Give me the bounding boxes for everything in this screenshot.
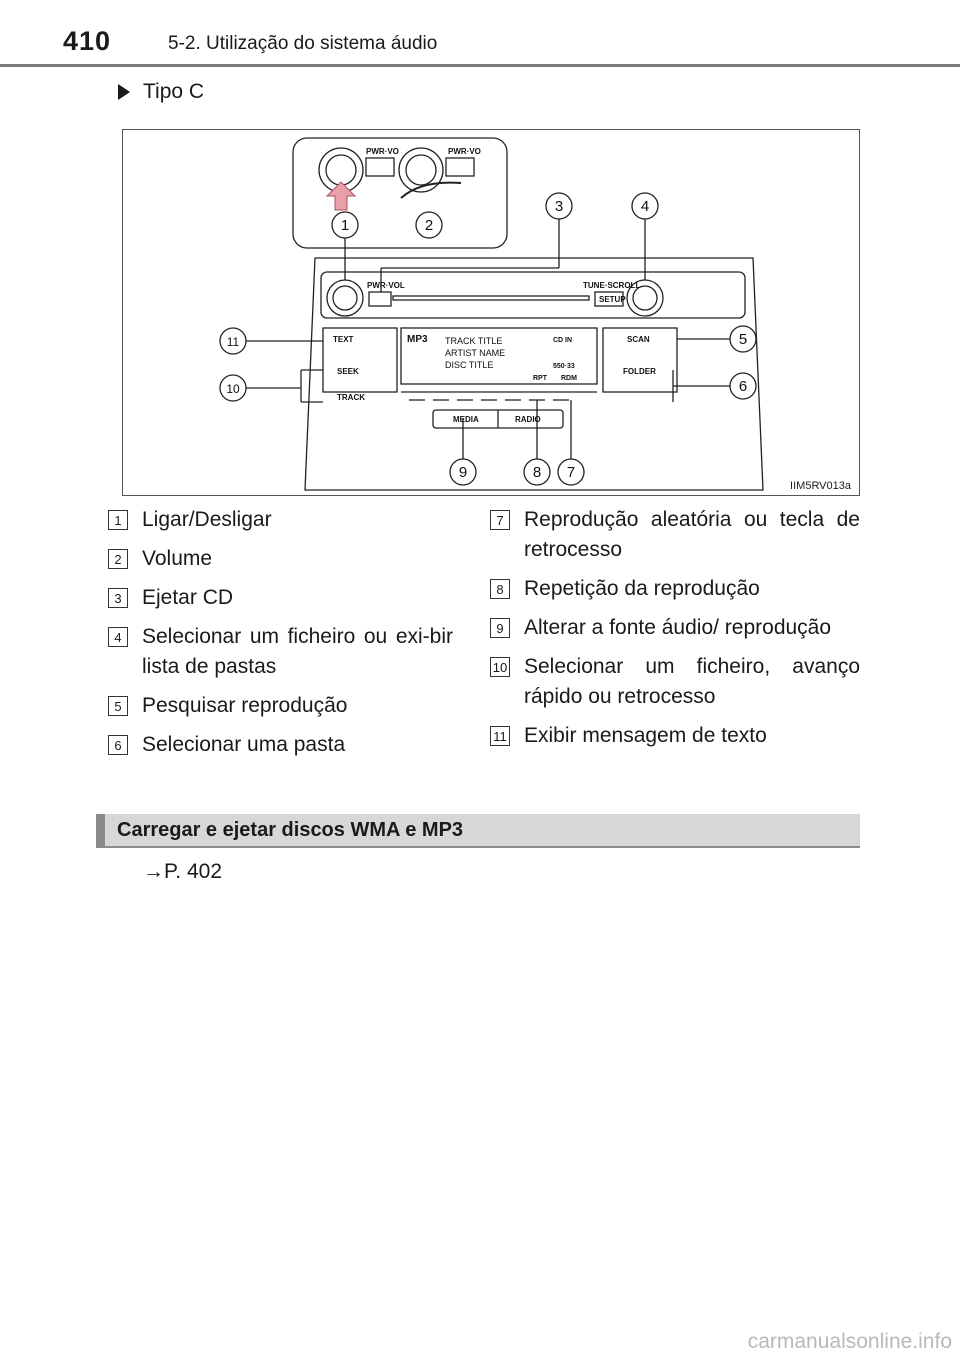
section-heading-bar bbox=[96, 814, 860, 848]
legend-number: 3 bbox=[108, 588, 128, 608]
legend-text: Ejetar CD bbox=[142, 586, 234, 609]
callout-6: 6 bbox=[738, 378, 748, 395]
audio-panel-diagram bbox=[123, 130, 861, 497]
legend-text: Selecionar uma pasta bbox=[142, 733, 346, 756]
inset-label-pwr-vo-2: PWR·VO bbox=[448, 147, 481, 156]
legend-item bbox=[490, 613, 860, 643]
label-rpt: RPT bbox=[533, 375, 547, 382]
legend-text: Volume bbox=[142, 547, 213, 570]
legend-item bbox=[108, 622, 453, 682]
callout-11: 11 bbox=[226, 335, 240, 349]
legend-number: 10 bbox=[490, 657, 510, 677]
legend-text: Selecionar um ficheiro, avanço rápido ou retrocesso bbox=[524, 655, 860, 708]
subhead bbox=[118, 80, 204, 104]
legend-number: 6 bbox=[108, 735, 128, 755]
legend-number: 1 bbox=[108, 510, 128, 530]
legend-text: Repetição da reprodução bbox=[524, 577, 760, 600]
label-time: 550·33 bbox=[553, 363, 575, 370]
eject-button bbox=[369, 292, 391, 306]
legend-text: Reprodução aleatória ou tecla de retrocesso bbox=[524, 508, 860, 561]
inset-eject-2 bbox=[446, 158, 474, 176]
label-pwr-vol: PWR·VOL bbox=[367, 281, 405, 290]
label-disc-title: DISC TITLE bbox=[445, 360, 494, 370]
callout-7: 7 bbox=[566, 464, 576, 481]
label-track: TRACK bbox=[337, 393, 365, 402]
label-folder: FOLDER bbox=[623, 367, 656, 376]
legend-number: 2 bbox=[108, 549, 128, 569]
legend-item bbox=[490, 652, 860, 712]
legend-number: 11 bbox=[490, 726, 510, 746]
label-artist-name: ARTIST NAME bbox=[445, 348, 506, 358]
subhead-text: Tipo C bbox=[143, 80, 205, 103]
label-setup: SETUP bbox=[599, 295, 626, 304]
label-track-title: TRACK TITLE bbox=[445, 336, 503, 346]
label-rdm: RDM bbox=[561, 375, 577, 382]
legend-right bbox=[490, 505, 860, 760]
callout-10: 10 bbox=[226, 382, 240, 396]
callout-2: 2 bbox=[424, 217, 434, 234]
legend-text: Exibir mensagem de texto bbox=[524, 724, 767, 747]
header-rule bbox=[0, 64, 960, 67]
legend-number: 5 bbox=[108, 696, 128, 716]
section-heading: Carregar e ejetar discos WMA e MP3 bbox=[117, 819, 464, 841]
legend-item bbox=[108, 583, 453, 613]
legend-item bbox=[108, 691, 453, 721]
section-title: 5-2. Utilização do sistema áudio bbox=[168, 33, 438, 54]
callout-4: 4 bbox=[640, 198, 650, 215]
inset-eject-1 bbox=[366, 158, 394, 176]
callout-3: 3 bbox=[554, 198, 564, 215]
legend-number: 7 bbox=[490, 510, 510, 530]
legend-item bbox=[108, 505, 453, 535]
legend-item bbox=[108, 544, 453, 574]
unit-outline bbox=[305, 258, 763, 490]
legend-item bbox=[108, 730, 453, 760]
triangle-bullet-icon bbox=[118, 84, 130, 100]
inset-label-pwr-vo-1: PWR·VO bbox=[366, 147, 399, 156]
callout-1: 1 bbox=[340, 217, 350, 234]
label-seek: SEEK bbox=[337, 367, 359, 376]
legend-number: 9 bbox=[490, 618, 510, 638]
legend-text: Alterar a fonte áudio/ reprodução bbox=[524, 616, 832, 639]
legend-text: Selecionar um ficheiro ou exi-bir lista de pastas bbox=[142, 625, 453, 678]
label-media: MEDIA bbox=[453, 415, 479, 424]
label-radio: RADIO bbox=[515, 415, 541, 424]
label-mp3: MP3 bbox=[407, 334, 428, 345]
push-arrow-icon bbox=[327, 182, 355, 210]
label-tune-scroll: TUNE·SCROLL bbox=[583, 281, 641, 290]
legend-number: 8 bbox=[490, 579, 510, 599]
label-text: TEXT bbox=[333, 335, 354, 344]
legend-item bbox=[490, 574, 860, 604]
callout-5: 5 bbox=[738, 331, 748, 348]
page-reference-link[interactable]: →P. 402 bbox=[143, 860, 223, 883]
cd-slot bbox=[393, 296, 589, 300]
legend-item bbox=[490, 505, 860, 565]
audio-panel-figure bbox=[122, 129, 860, 496]
label-scan: SCAN bbox=[627, 335, 650, 344]
callout-8: 8 bbox=[532, 464, 542, 481]
label-cd-in: CD IN bbox=[553, 337, 573, 344]
legend-left bbox=[108, 505, 453, 769]
figure-code: IIM5RV013a bbox=[790, 480, 851, 492]
page-number: 410 bbox=[63, 26, 112, 56]
legend-text: Ligar/Desligar bbox=[142, 508, 272, 531]
callout-9: 9 bbox=[458, 464, 468, 481]
legend-number: 4 bbox=[108, 627, 128, 647]
legend-text: Pesquisar reprodução bbox=[142, 694, 348, 717]
legend-item bbox=[490, 721, 860, 751]
watermark: carmanualsonline.info bbox=[747, 1330, 952, 1353]
